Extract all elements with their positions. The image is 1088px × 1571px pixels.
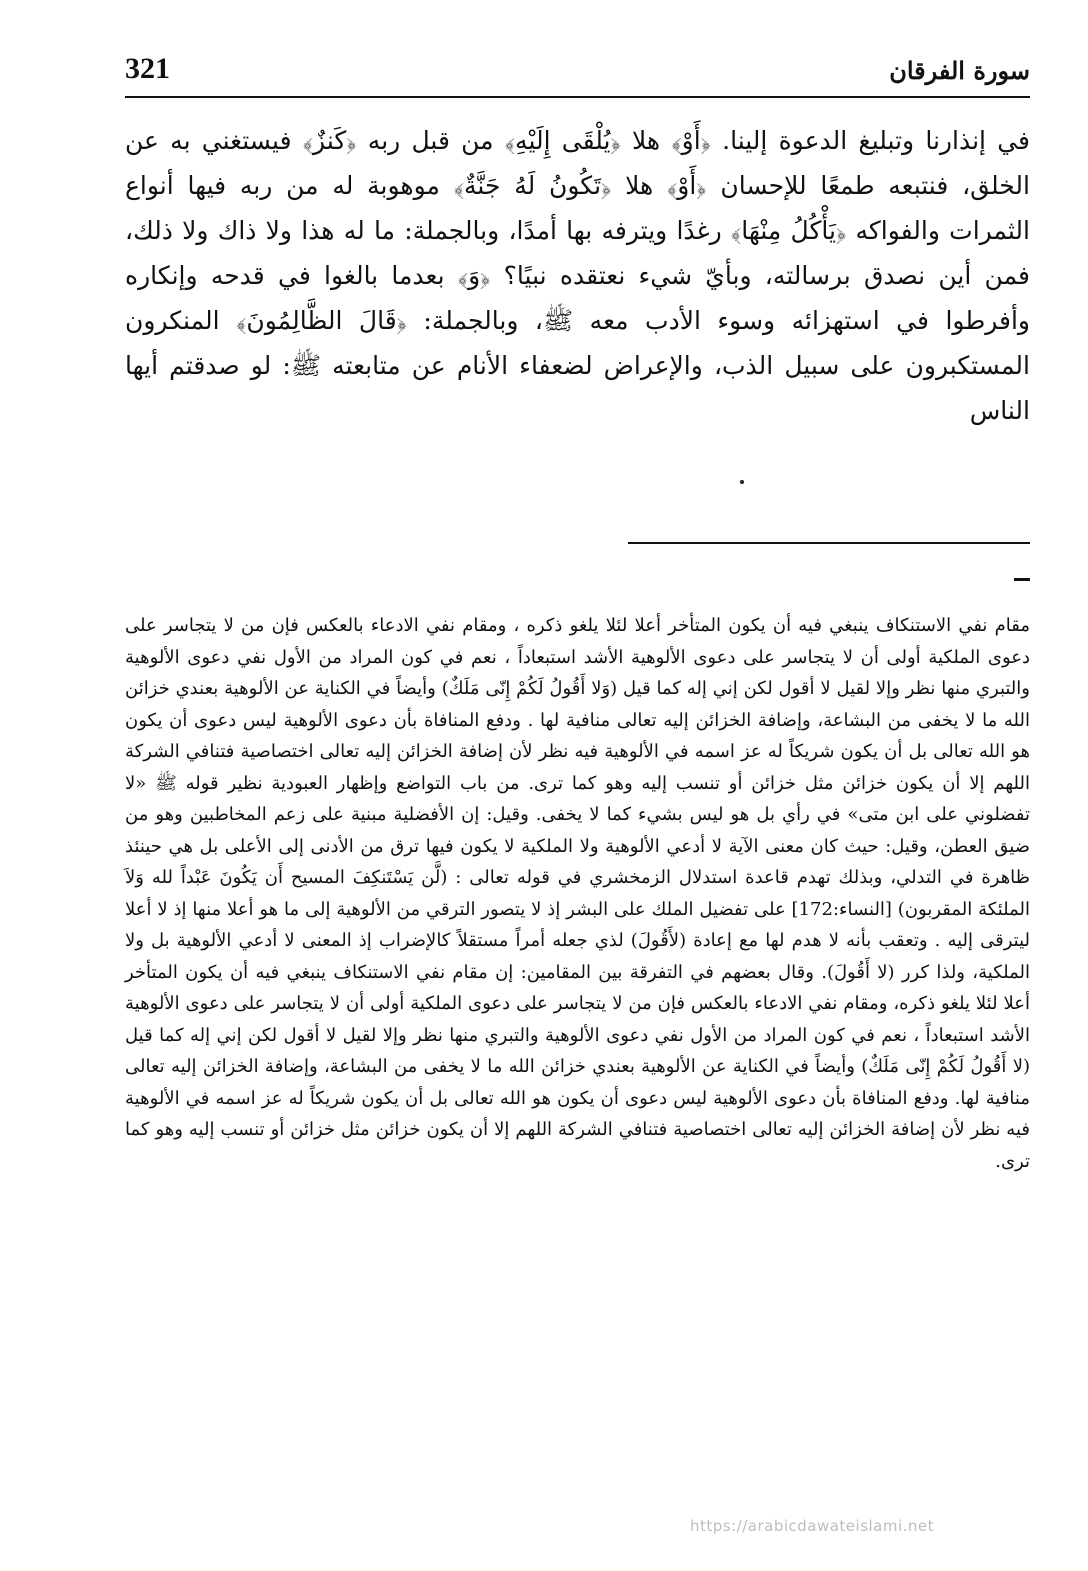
main-text (125, 118, 1030, 433)
footnote-paragraph: مقام نفي الاستنكاف ينبغي فيه أن يكون المتأخر أعلا لئلا يلغو ذكره ، ومقام نفي الادعاء بالعكس فإن من لا يتجاسر على دعوى الملكية أولى أن لا يتجاسر على دعوى الألوهية الأشد استبعاداً ، نعم في كون المراد من الأول نفي دعوى الألوهية والتبري منها نظر وإلا لقيل لا أقول لكن إني إله كما قيل (وَلا أَقُولُ لَكُمْ إِنّى مَلَكٌ) وأيضاً في الكناية عن الألوهية بعندي خزائن الله ما لا يخفى من البشاعة، وإضافة الخزائن إليه تعالى منافية لها . ودفع المنافاة بأن دعوى الألوهية ليس دعوى أن يكون هو الله تعالى بل أن يكون شريكاً له عز اسمه في الألوهية فيه نظر لأن إضافة الخزائن إليه تعالى اختصاصية فتنافي الشركة اللهم إلا أن يكون خزائن مثل خزائن أو تنسب إليه وهو كما ترى. من باب التواضع وإظهار العبودية نظير قوله ﷺ «لا تفضلوني على ابن متى» في رأي بل هو ليس بشيء كما لا يخفى. وقيل: إن الأفضلية مبنية على زعم المخاطبين وهو من ضيق العطن، وقيل: حيث كان معنى الآية لا أدعي الألوهية ولا الملكية لا يكون فيها ترق من الأدنى إلى الأعلى بل هي حينئذ ظاهرة في التدلي، وبذلك تهدم قاعدة استدلال الزمخشري في قوله تعالى : (لَّن يَسْتَنكِفَ المسيح أَن يَكُونَ عَبْداً لله وَلاَ الملئكة المقربون) [النساء:172] على تفضيل الملك على البشر إذ لا يتصور الترقي من الألوهية إلى ما هو أعلا منها إذ لا أعلا ليترقى إليه . وتعقب بأنه لا هدم لها مع إعادة (لأَقُولَ) لذي جعله أمراً مستقلاً كالإضراب إذ المعنى لا أدعي الألوهية بل ولا الملكية، ولذا كرر (لا أَقُولَ). وقال بعضهم في التفرقة بين المقامين: إن مقام نفي الاستنكاف ينبغي فيه أن يكون المتأخر أعلا لئلا يلغو ذكره، ومقام نفي الادعاء بالعكس فإن من لا يتجاسر على دعوى الملكية أولى أن لا يتجاسر على دعوى الألوهية الأشد استبعاداً ، نعم في كون المراد من الأول نفي دعوى الألوهية والتبري منها نظر وإلا لقيل لا أقول لكن إني إله كما قيل (لا أَقُولُ لَكُمْ إِنّى مَلَكٌ) وأيضاً في الكناية عن الألوهية بعندي خزائن الله ما لا يخفى من البشاعة، وإضافة الخزائن إليه تعالى منافية لها. ودفع المنافاة بأن دعوى الألوهية ليس دعوى أن يكون هو الله تعالى بل أن يكون شريكاً له عز اسمه في الألوهية فيه نظر لأن إضافة الخزائن إليه تعالى اختصاصية فتنافي الشركة اللهم إلا أن يكون خزائن مثل خزائن أو تنسب إليه وهو كما ترى. (125, 615, 1031, 1172)
main-paragraph: في إنذارنا وتبليغ الدعوة إلينا. ﴿أَوْ﴾ هلا ﴿يُلْقَى إِلَيْهِ﴾ من قبل ربه ﴿كَنزٌ﴾ فيستغني به عن الخلق، فنتبعه طمعًا للإحسان ﴿أَوْ﴾ هلا ﴿تَكُونُ لَهُ جَنَّةٌ﴾ موهوبة له من ربه فيها أنواع الثمرات والفواكه ﴿يَأْكُلُ مِنْهَا﴾ رغدًا ويترفه بها أمدًا، وبالجملة: ما له هذا ولا ذاك ولا ذلك، فمن أين نصدق برسالته، وبأيّ شيء نعتقده نبيًا؟ ﴿وَ﴾ بعدما بالغوا في قدحه وإنكاره وأفرطوا في استهزائه وسوء الأدب معه ﷺ، وبالجملة: ﴿قَالَ الظَّالِمُونَ﴾ المنكرون المستكبرون على سبيل الذب، والإعراض لضعفاء الأنام عن متابعته ﷺ: لو صدقتم أيها الناس (125, 126, 1030, 425)
running-title: سورة الفرقان (889, 56, 1030, 85)
footnote-marker (1014, 578, 1030, 581)
page-header (125, 52, 1030, 98)
footnote-separator (628, 542, 1030, 544)
watermark-url: https://arabicdawateislami.net (690, 1517, 935, 1535)
stray-dot (740, 480, 744, 484)
footnote-block (125, 610, 1030, 1177)
page-number: 321 (125, 52, 170, 85)
